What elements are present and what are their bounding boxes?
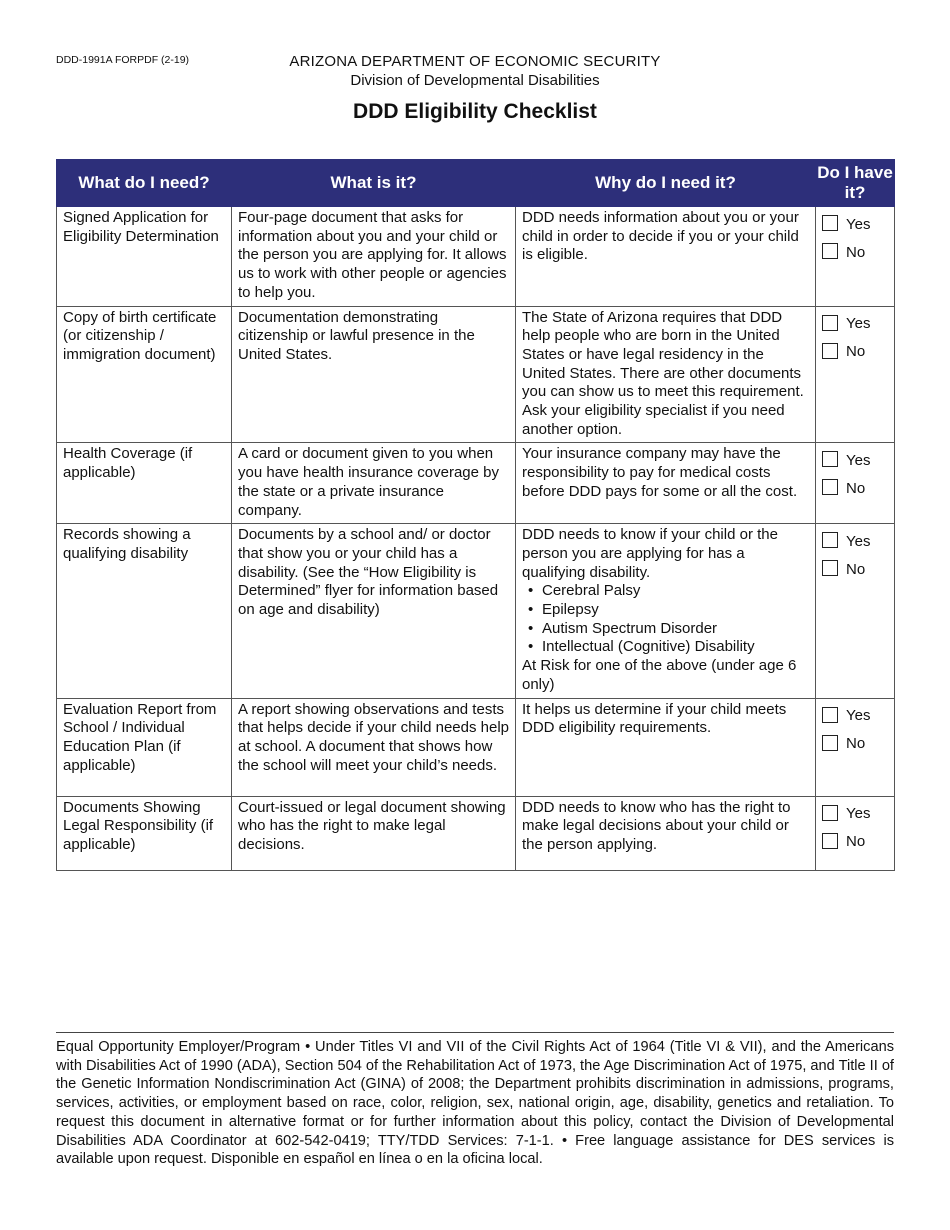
need-cell: Copy of birth certificate (or citizenship / immigration document) <box>57 306 232 443</box>
no-option[interactable] <box>822 729 889 757</box>
what-cell: Documentation demonstrating citizenship or lawful presence in the United States. <box>232 306 516 443</box>
yes-option[interactable] <box>822 309 889 337</box>
table-header-row <box>57 160 895 207</box>
have-it-cell <box>816 443 895 524</box>
have-it-cell <box>816 698 895 796</box>
why-cell: DDD needs to know who has the right to make legal decisions about your child or the person applying. <box>516 796 816 870</box>
column-header-have: Do I have it? <box>816 160 895 207</box>
why-cell: DDD needs information about you or your child in order to decide if you or your child is eligible. <box>516 207 816 307</box>
page-title: DDD Eligibility Checklist <box>353 100 597 123</box>
yes-checkbox[interactable] <box>822 215 838 231</box>
equal-opportunity-notice: Equal Opportunity Employer/Program • Under Titles VI and VII of the Civil Rights Act of 1964 (Title VI & VII), and the Americans with Disabilities Act of 1990 (ADA), Section 504 of the Rehabilitation Act of 1973, the Age Discrimination Act of 1975, and Title II of the Genetic Information Nondiscrimination Act (GINA) of 2008; the Department prohibits discrimination in admissions, programs, services, activities, or employment based on race, color, religion, sex, national origin, age, disability, genetics and retaliation. To request this document in alternative format or for further information about this policy, contact the Division of Developmental Disabilities ADA Coordinator at 602-542-0419; TTY/TDD Services: 7-1-1. • Free language assistance for DES services is available upon request. Disponible en español en línea o en la oficina local. <box>56 1039 894 1168</box>
no-option[interactable] <box>822 337 889 365</box>
no-checkbox[interactable] <box>822 243 838 259</box>
have-it-cell <box>816 796 895 870</box>
footer-divider <box>56 1032 894 1033</box>
yes-checkbox[interactable] <box>822 315 838 331</box>
qualifying-disability-list <box>522 582 810 657</box>
need-cell: Health Coverage (if applicable) <box>57 443 232 524</box>
yes-label: Yes <box>846 532 871 550</box>
yes-option[interactable] <box>822 445 889 473</box>
yes-option[interactable] <box>822 526 889 554</box>
yes-checkbox[interactable] <box>822 805 838 821</box>
no-label: No <box>846 343 866 361</box>
form-code: DDD-1991A FORPDF (2-19) <box>56 54 190 66</box>
yes-label: Yes <box>846 452 871 470</box>
yes-label: Yes <box>846 315 871 333</box>
yes-option[interactable] <box>822 701 889 729</box>
what-cell: Court-issued or legal document showing who has the right to make legal decisions. <box>232 796 516 870</box>
need-cell: Evaluation Report from School / Individual Education Plan (if applicable) <box>57 698 232 796</box>
yes-checkbox[interactable] <box>822 532 838 548</box>
yes-option[interactable] <box>822 799 889 827</box>
no-checkbox[interactable] <box>822 560 838 576</box>
yes-label: Yes <box>846 707 871 725</box>
list-item: • Autism Spectrum Disorder <box>528 620 810 639</box>
why-cell: It helps us determine if your child meets DDD eligibility requirements. <box>516 698 816 796</box>
yes-checkbox[interactable] <box>822 707 838 723</box>
what-cell: A card or document given to you when you have health insurance coverage by the state or a private insurance company. <box>232 443 516 524</box>
list-item: • Cerebral Palsy <box>528 582 810 601</box>
why-cell: The State of Arizona requires that DDD help people who are born in the United States or have legal residency in the United States. There are other documents you can show us to meet this requirement. Ask your eligibility specialist if you need another option. <box>516 306 816 443</box>
why-outro: At Risk for one of the above (under age 6 only) <box>522 657 797 693</box>
no-label: No <box>846 735 866 753</box>
table-row <box>57 524 895 698</box>
table-row <box>57 443 895 524</box>
need-cell: Signed Application for Eligibility Determination <box>57 207 232 307</box>
have-it-cell <box>816 524 895 698</box>
yes-option[interactable] <box>822 209 889 237</box>
no-checkbox[interactable] <box>822 479 838 495</box>
table-row <box>57 796 895 870</box>
table-row <box>57 698 895 796</box>
why-cell <box>516 524 816 698</box>
need-cell: Documents Showing Legal Responsibility (if applicable) <box>57 796 232 870</box>
what-cell: Documents by a school and/ or doctor that show you or your child has a disability. (See the “How Eligibility is Determined” flyer for information based on age and disability) <box>232 524 516 698</box>
no-label: No <box>846 243 866 261</box>
no-option[interactable] <box>822 473 889 501</box>
no-checkbox[interactable] <box>822 735 838 751</box>
yes-label: Yes <box>846 805 871 823</box>
yes-checkbox[interactable] <box>822 451 838 467</box>
need-cell: Records showing a qualifying disability <box>57 524 232 698</box>
why-intro: DDD needs to know if your child or the person you are applying for has a qualifying disability. <box>522 526 778 581</box>
column-header-why: Why do I need it? <box>516 160 816 207</box>
table-row <box>57 306 895 443</box>
what-cell: A report showing observations and tests that helps decide if your child needs help at school. A document that shows how the school will meet your child’s needs. <box>232 698 516 796</box>
no-label: No <box>846 560 866 578</box>
list-item: • Epilepsy <box>528 601 810 620</box>
eligibility-checklist-table <box>56 159 895 871</box>
yes-label: Yes <box>846 215 871 233</box>
no-option[interactable] <box>822 237 889 265</box>
no-checkbox[interactable] <box>822 833 838 849</box>
division-name: Division of Developmental Disabilities <box>350 72 600 89</box>
no-label: No <box>846 833 866 851</box>
department-name: ARIZONA DEPARTMENT OF ECONOMIC SECURITY <box>289 53 661 70</box>
no-checkbox[interactable] <box>822 343 838 359</box>
what-cell: Four-page document that asks for information about you and your child or the person you are applying for. It allows us to work with other people or agencies to help you. <box>232 207 516 307</box>
have-it-cell <box>816 306 895 443</box>
column-header-need: What do I need? <box>57 160 232 207</box>
have-it-cell <box>816 207 895 307</box>
no-option[interactable] <box>822 827 889 855</box>
no-label: No <box>846 480 866 498</box>
no-option[interactable] <box>822 554 889 582</box>
column-header-what: What is it? <box>232 160 516 207</box>
list-item: • Intellectual (Cognitive) Disability <box>528 638 810 657</box>
why-cell: Your insurance company may have the responsibility to pay for medical costs before DDD pays for some or all the cost. <box>516 443 816 524</box>
table-row <box>57 207 895 307</box>
